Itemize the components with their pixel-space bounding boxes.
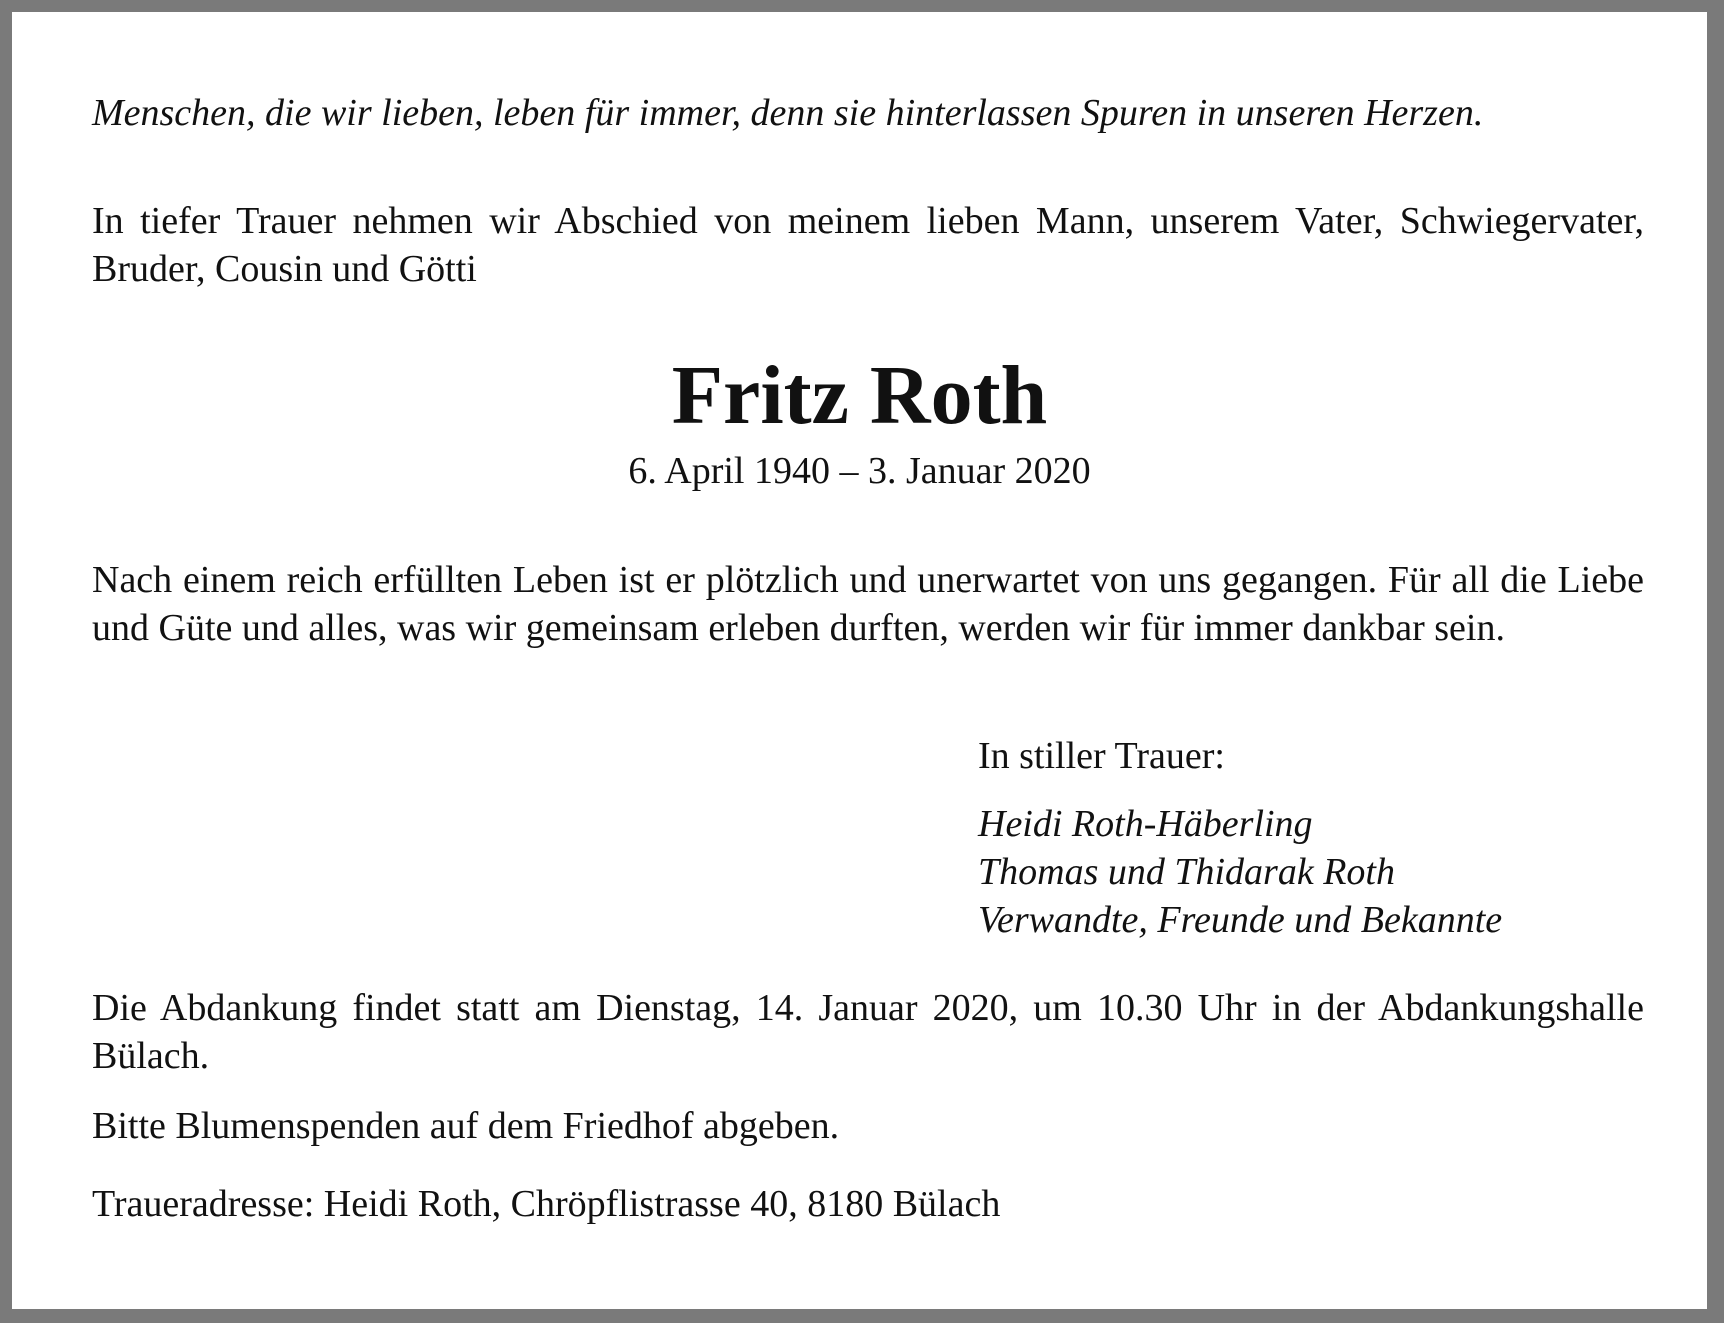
- intro-text: In tiefer Trauer nehmen wir Abschied von meinem lieben Mann, unserem Vater, Schwiegervater, Bruder, Cousin und Götti: [92, 200, 1644, 290]
- body-text: Nach einem reich erfüllten Leben ist er plötzlich und unerwartet von uns gegangen. Für all die Liebe und Güte und alles, was wir gemeinsam erleben durften, werden wir für immer dankbar sein.: [92, 559, 1644, 649]
- ceremony-info: Die Abdankung findet statt am Dienstag, 14. Januar 2020, um 10.30 Uhr in der Abdankungshalle Bülach.: [92, 987, 1644, 1077]
- mourning-address: Traueradresse: Heidi Roth, Chröpflistrasse 40, 8180 Bülach: [92, 1183, 1001, 1225]
- obituary-notice: [12, 12, 1707, 1309]
- life-dates: 6. April 1940 – 3. Januar 2020: [628, 450, 1091, 492]
- mourner-name: Verwandte, Freunde und Bekannte: [978, 899, 1503, 941]
- mourner-name: Heidi Roth-Häberling: [978, 803, 1313, 845]
- deceased-name: Fritz Roth: [671, 349, 1048, 442]
- mourner-name: Thomas und Thidarak Roth: [978, 851, 1395, 893]
- motto-quote: Menschen, die wir lieben, leben für immer, denn sie hinterlassen Spuren in unseren Herzen.: [92, 92, 1484, 134]
- flowers-note: Bitte Blumenspenden auf dem Friedhof abgeben.: [92, 1105, 840, 1147]
- mourners-heading: In stiller Trauer:: [978, 735, 1225, 777]
- mourners-block: [978, 732, 1502, 944]
